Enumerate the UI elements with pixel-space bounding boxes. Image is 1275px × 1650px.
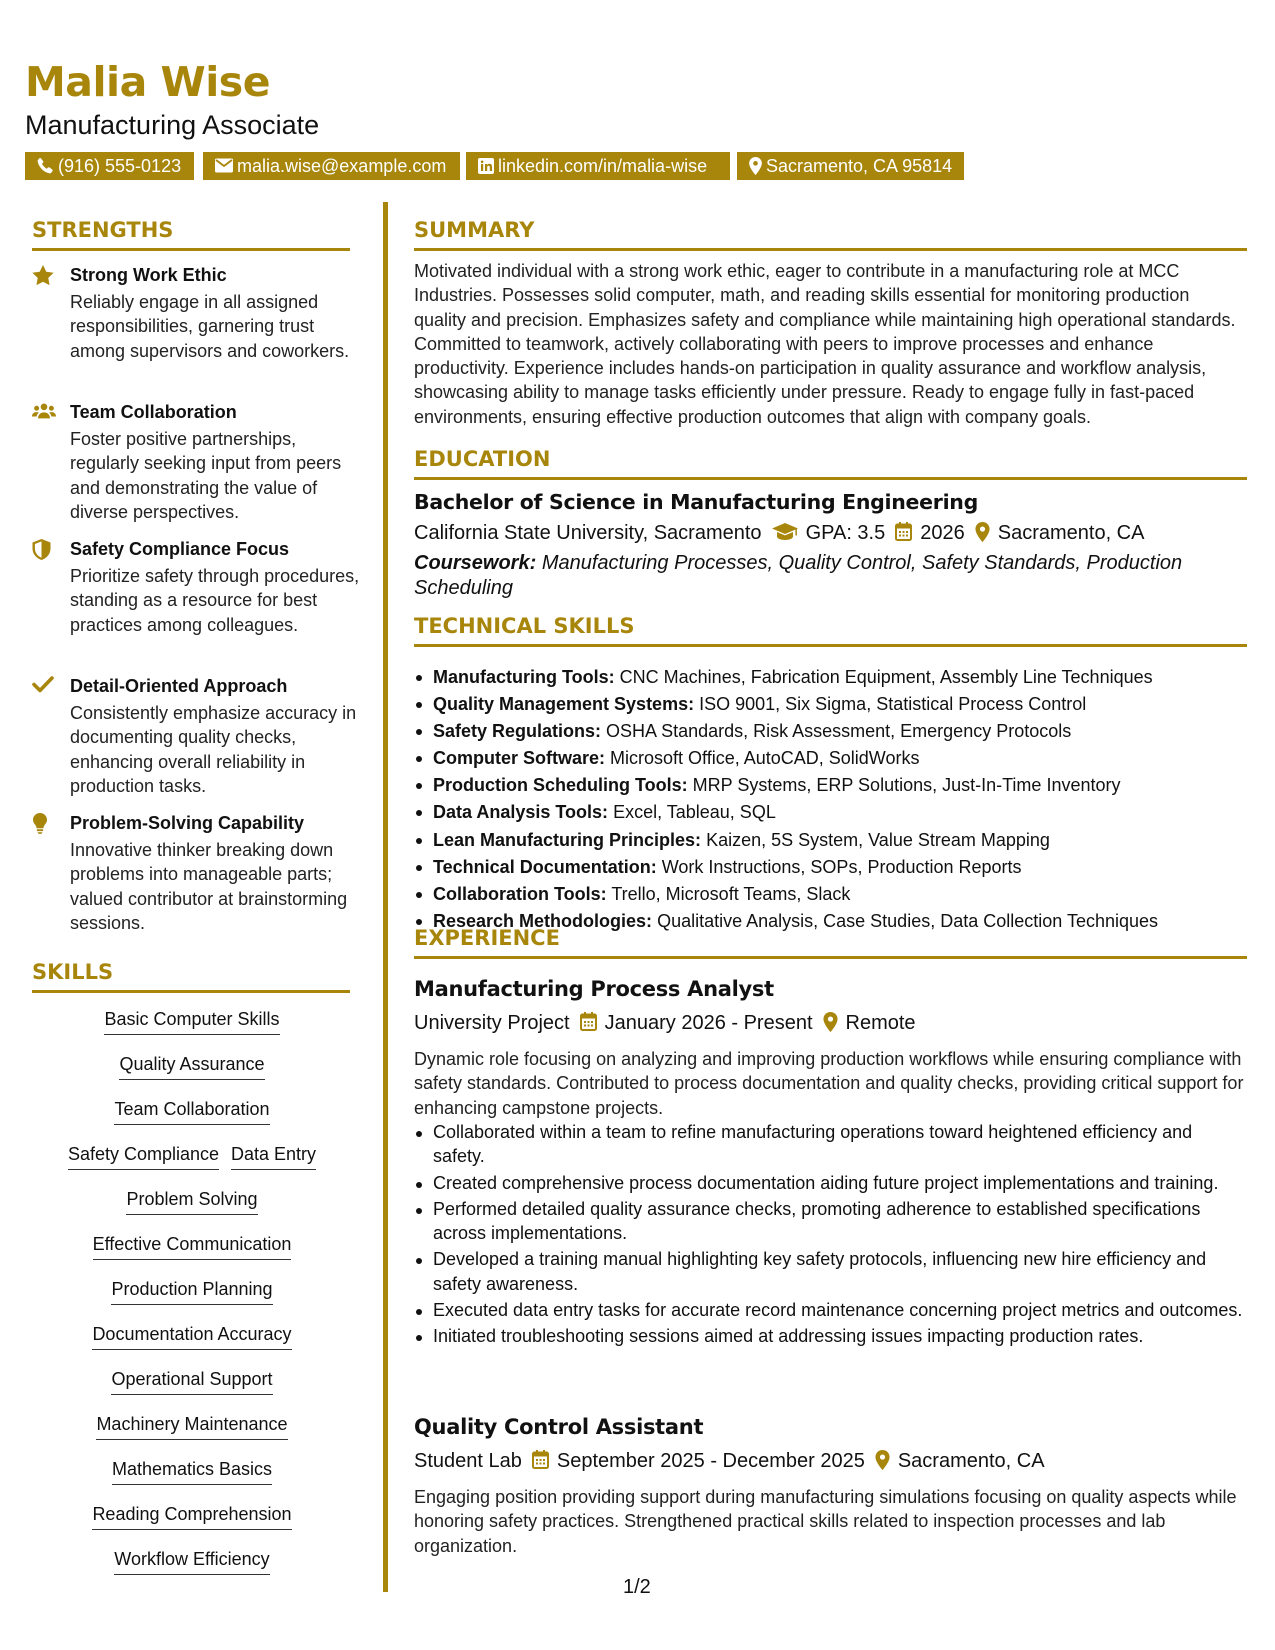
list-item: Initiated troubleshooting sessions aimed at addressing issues impacting production rates.: [414, 1324, 1244, 1348]
skill-tag: Mathematics Basics: [112, 1458, 272, 1485]
job-location: Remote: [845, 1012, 916, 1034]
tech-skill-value: Microsoft Office, AutoCAD, SolidWorks: [610, 748, 920, 769]
page-number: 1/2: [623, 1576, 651, 1598]
strength-title: Team Collaboration: [70, 402, 237, 422]
skills-rule: [32, 990, 350, 993]
tech-skill-label: Collaboration Tools:: [433, 883, 607, 904]
tech-skill-value: CNC Machines, Fabrication Equipment, Assembly Line Techniques: [619, 667, 1153, 687]
job-dates: September 2025 - December 2025: [556, 1450, 865, 1472]
skill-tag: Operational Support: [111, 1368, 272, 1395]
job-description: Engaging position providing support during manufacturing simulations focusing on quality aspects while honoring safety practices. Strengthened practical skills related to inspection processes and lab organization.: [414, 1487, 1237, 1556]
job-meta: [414, 1012, 916, 1035]
education-coursework: [414, 551, 1234, 600]
tech-skill-value: OSHA Standards, Risk Assessment, Emergency Protocols: [606, 721, 1072, 742]
strength-desc: Innovative thinker breaking down problems into manageable parts; valued contributor at brainstorming sessions.: [70, 840, 348, 933]
list-item: Collaborated within a team to refine manufacturing operations toward heightened efficiency and safety.: [414, 1120, 1244, 1169]
tech-skill-label: Research Methodologies:: [433, 910, 653, 931]
contact-linkedin-text: linkedin.com/in/malia-wise: [498, 156, 708, 176]
list-item: [414, 881, 1244, 908]
tech-skill-label: Quality Management Systems:: [433, 694, 695, 715]
tech-skill-value: Kaizen, 5S System, Value Stream Mapping: [706, 829, 1050, 850]
education-heading: EDUCATION: [414, 447, 551, 471]
tech-skill-value: Trello, Microsoft Teams, Slack: [611, 883, 851, 904]
skill-tag: Data Entry: [231, 1143, 316, 1170]
list-item: Executed data entry tasks for accurate record maintenance concerning project metrics and outcomes.: [414, 1298, 1244, 1322]
skill-tag: Documentation Accuracy: [92, 1323, 291, 1350]
coursework-text: Manufacturing Processes, Quality Control, Safety Standards, Production Scheduling: [414, 552, 1183, 599]
education-location: Sacramento, CA: [997, 522, 1145, 544]
skill-tag: Workflow Efficiency: [114, 1548, 269, 1575]
list-item: Performed detailed quality assurance checks, promoting adherence to established specifications across implementations.: [414, 1197, 1244, 1246]
calendar-icon: [532, 1450, 549, 1469]
contact-linkedin[interactable]: [466, 152, 730, 180]
candidate-name: Malia Wise: [25, 58, 271, 106]
skill-tag: Quality Assurance: [119, 1053, 264, 1080]
tech-skill-label: Computer Software:: [433, 748, 606, 769]
skill-tag: Safety Compliance: [68, 1143, 219, 1170]
list-item: [414, 745, 1244, 772]
job-description: Dynamic role focusing on analyzing and improving production workflows while ensuring compliance with safety standards. Contributed to process documentation and quality checks, providing critical support for enhancing campstone projects.: [414, 1049, 1244, 1118]
star-icon: [32, 265, 54, 287]
contact-phone[interactable]: [25, 152, 194, 180]
strength-title: Detail-Oriented Approach: [70, 676, 288, 696]
list-item: [414, 772, 1244, 799]
list-item: [414, 799, 1244, 826]
tech-skill-label: Manufacturing Tools:: [433, 667, 615, 687]
strength-title: Safety Compliance Focus: [70, 539, 290, 559]
list-item: [414, 854, 1244, 881]
calendar-icon: [895, 522, 912, 541]
strength-desc: Consistently emphasize accuracy in documenting quality checks, enhancing overall reliability in production tasks.: [70, 703, 357, 796]
contact-email-text: malia.wise@example.com: [237, 156, 447, 176]
tech-skill-value: MRP Systems, ERP Solutions, Just-In-Time Inventory: [692, 775, 1121, 796]
map-pin-icon: [749, 157, 762, 175]
tech-skill-value: Qualitative Analysis, Case Studies, Data Collection Techniques: [657, 910, 1159, 931]
tech-skill-label: Production Scheduling Tools:: [433, 775, 688, 796]
education-meta: [414, 522, 1144, 545]
map-pin-icon: [823, 1012, 838, 1032]
education-degree: Bachelor of Science in Manufacturing Engineering: [414, 490, 978, 514]
envelope-icon: [215, 158, 233, 173]
list-item: Developed a training manual highlighting key safety protocols, influencing new hire efficiency and safety awareness.: [414, 1247, 1244, 1296]
graduation-cap-icon: [772, 523, 798, 541]
job-bullets: [414, 1120, 1244, 1351]
tech-skill-value: Excel, Tableau, SQL: [613, 802, 776, 823]
experience-rule: [414, 956, 1247, 959]
skill-tag: Production Planning: [111, 1278, 272, 1305]
job-org: University Project: [414, 1012, 570, 1034]
job-meta: [414, 1450, 1045, 1473]
lightbulb-icon: [32, 813, 54, 835]
job-title: Manufacturing Process Analyst: [414, 977, 774, 1001]
tech-skill-label: Safety Regulations:: [433, 721, 602, 742]
skill-tag: Basic Computer Skills: [104, 1008, 279, 1035]
strengths-heading: STRENGTHS: [32, 218, 174, 242]
users-icon: [32, 402, 54, 424]
tech-skill-label: Data Analysis Tools:: [433, 802, 609, 823]
strength-title: Strong Work Ethic: [70, 265, 227, 285]
education-gpa: GPA: 3.5: [805, 522, 886, 544]
tech-skill-value: Work Instructions, SOPs, Production Reports: [661, 856, 1022, 877]
tech-skill-label: Technical Documentation:: [433, 856, 657, 877]
shield-icon: [32, 539, 54, 561]
experience-heading: EXPERIENCE: [414, 926, 560, 950]
contact-phone-text: (916) 555-0123: [58, 156, 182, 176]
technical-skills-heading: TECHNICAL SKILLS: [414, 614, 635, 638]
skills-list: [32, 1008, 352, 1593]
job-org: Student Lab: [414, 1450, 522, 1472]
map-pin-icon: [875, 1450, 890, 1470]
strength-desc: Prioritize safety through procedures, standing as a resource for best practices among colleagues.: [70, 566, 360, 635]
linkedin-icon: [478, 158, 494, 174]
tech-skill-label: Lean Manufacturing Principles:: [433, 829, 702, 850]
list-item: Created comprehensive process documentation aiding future project implementations and training.: [414, 1171, 1244, 1195]
check-icon: [32, 676, 54, 698]
job-dates: January 2026 - Present: [604, 1012, 813, 1034]
job-title: Quality Control Assistant: [414, 1415, 704, 1439]
list-item: [414, 664, 1244, 691]
list-item: [414, 827, 1244, 854]
candidate-role: Manufacturing Associate: [25, 110, 320, 140]
strength-desc: Reliably engage in all assigned responsibilities, garnering trust among supervisors and coworkers.: [70, 292, 350, 361]
skill-tag: Effective Communication: [93, 1233, 292, 1260]
strength-title: Problem-Solving Capability: [70, 813, 305, 833]
skill-tag: Reading Comprehension: [92, 1503, 291, 1530]
calendar-icon: [580, 1012, 597, 1031]
skill-tag: Team Collaboration: [114, 1098, 269, 1125]
summary-text: Motivated individual with a strong work ethic, eager to contribute in a manufacturing role at MCC Industries. Possesses solid computer, math, and reading skills essential for monitoring production quality and precision. Emphasizes safety and compliance while maintaining high operational standards. Committed to teamwork, actively collaborating with peers to improve processes and enhance productivity. Experience includes hands-on participation in quality assurance and workflow analysis, showcasing ability to manage tasks efficiently under pressure. Ready to engage fully in fast-paced environments, ensuring effective production outcomes that align with company goals.: [414, 261, 1236, 427]
strengths-rule: [32, 248, 350, 251]
contact-location: [737, 152, 964, 180]
skills-heading: SKILLS: [32, 960, 114, 984]
phone-icon: [37, 157, 54, 174]
summary-heading: SUMMARY: [414, 218, 535, 242]
list-item: [414, 691, 1244, 718]
education-rule: [414, 477, 1247, 480]
skill-tag: Machinery Maintenance: [96, 1413, 287, 1440]
summary-rule: [414, 248, 1247, 251]
education-year: 2026: [920, 522, 965, 544]
column-divider: [383, 202, 388, 1592]
strength-desc: Foster positive partnerships, regularly seeking input from peers and demonstrating the value of diverse perspectives.: [70, 429, 342, 522]
skill-tag: Problem Solving: [126, 1188, 257, 1215]
coursework-label: Coursework:: [414, 552, 537, 574]
list-item: [414, 718, 1244, 745]
job-location: Sacramento, CA: [897, 1450, 1045, 1472]
technical-skills-list: [414, 664, 1244, 935]
education-school: California State University, Sacramento: [414, 522, 762, 544]
tech-skill-value: ISO 9001, Six Sigma, Statistical Process Control: [699, 694, 1087, 715]
contact-email[interactable]: [203, 152, 460, 180]
map-pin-icon: [975, 522, 990, 542]
technical-skills-rule: [414, 644, 1247, 647]
contact-location-text: Sacramento, CA 95814: [766, 156, 953, 176]
